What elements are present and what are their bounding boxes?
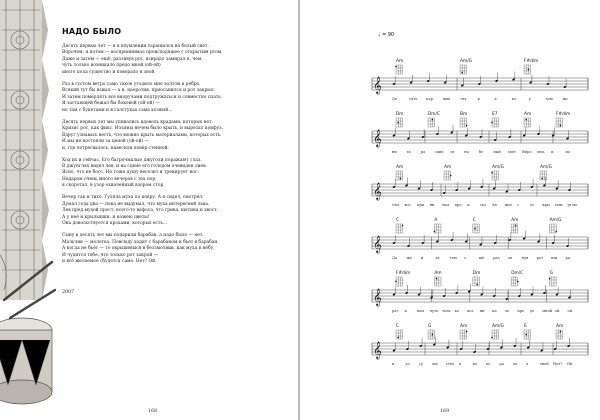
chord-diagram	[491, 330, 498, 339]
lyric-syllable: дя	[492, 203, 497, 207]
chord-name: Dm/C	[511, 271, 524, 276]
lyric-syllable: при	[417, 203, 425, 207]
lyric-syllable: на	[464, 150, 469, 154]
chord-name: A	[434, 218, 438, 223]
chord-name: F#dim	[524, 59, 539, 64]
lyric-syllable: свет.	[507, 150, 517, 154]
chord-diagram	[395, 277, 402, 286]
chord-diagram	[550, 224, 557, 233]
lyric-line: иного пола существо и поворало в зной.	[62, 69, 156, 75]
chord-diagram	[460, 118, 467, 127]
lyric-line: Кризис рос, как фикс. Изъяны нечем было крыть, и вырезал конфуз.	[62, 126, 223, 132]
chord-name: Dm	[472, 271, 481, 276]
lyric-syllable: ни	[562, 97, 568, 101]
lyric-syllable: та	[406, 150, 411, 154]
chord-diagram	[395, 65, 402, 74]
chord-diagram	[396, 171, 403, 180]
left-page	[0, 0, 298, 420]
lyric-syllable: тым	[554, 203, 563, 207]
chord-diagram	[511, 277, 518, 286]
chord-name: G	[428, 324, 432, 329]
chord-name: Am	[556, 324, 564, 329]
lyric-syllable: я	[477, 97, 480, 101]
lyric-syllable: е	[464, 256, 467, 260]
lyric-syllable: вув	[522, 256, 529, 260]
lyric-line: Я застающей бежал бы боковой (ой-ой) —	[62, 101, 160, 107]
chord-diagram	[434, 224, 441, 233]
lyric-line: чуть только возникало предо мной (ой-ой)	[62, 63, 161, 69]
lyric-line: Ясно, что не босс. Но тоже душу веселит и тренирует нос.	[62, 170, 199, 176]
lyric-line: И мы не постояли за ценой (ой-ой) —	[62, 139, 149, 145]
lyric-syllable: и	[420, 256, 424, 260]
lyric-syllable: толь	[442, 309, 451, 313]
music-system	[372, 164, 588, 207]
lyric-syllable: раз	[392, 309, 399, 313]
drum-illustration	[0, 0, 56, 412]
lyric-syllable: мал	[442, 203, 450, 207]
stanza	[62, 82, 288, 114]
chord-diagram	[396, 118, 403, 127]
treble-clef-icon: 𝄞	[373, 76, 382, 94]
chord-name: C	[472, 218, 476, 223]
page-number-left: 168	[148, 409, 158, 414]
chord-name: E	[524, 324, 527, 329]
lyric-syllable: ра	[499, 362, 504, 366]
chord-name: Am/G	[549, 218, 562, 223]
lyric-line: Всякий тут бы взвыл — а я, наоротив, приосанился и рот закрыл.	[62, 88, 215, 94]
lyric-syllable: в	[526, 362, 529, 366]
stanza	[62, 195, 288, 227]
chord-diagram	[556, 118, 563, 127]
lyric-line: Она довольствуется крохами, которых есть…	[62, 221, 168, 227]
chord-name: Am	[524, 112, 532, 117]
music-system	[372, 58, 588, 101]
chord-diagram	[396, 330, 403, 339]
lyric-syllable: от	[529, 203, 535, 207]
lyric-syllable: до	[405, 362, 410, 366]
lyric-syllable: бе	[478, 150, 484, 154]
lyric-syllable: и	[404, 309, 407, 313]
lyric-line: и, где потресвалось, навесили ковёр стенной.	[62, 145, 169, 151]
chord-name: Dm	[396, 112, 404, 117]
lyric-syllable: том	[392, 203, 399, 207]
lyric-line: я скоротал, в узор охваченный взором стор.	[62, 183, 165, 189]
lyric-line: Сыну в десять лет мы подарили барабан, а надо было — нет.	[62, 233, 204, 239]
treble-clef-icon: 𝄞	[373, 129, 382, 147]
stanza	[62, 158, 288, 190]
lyric-syllable: ся	[449, 150, 455, 154]
lyric-syllable: тем	[449, 256, 457, 260]
lyric-syllable: ко	[454, 309, 460, 313]
lyric-syllable: ой	[567, 309, 573, 313]
lyric-syllable: ло	[512, 362, 518, 366]
tempo-marking: ♩ = 90	[378, 32, 395, 38]
treble-clef-icon: 𝄞	[373, 288, 382, 306]
lyric-syllable: рот	[536, 256, 544, 260]
chord-name: C	[396, 324, 400, 329]
chord-diagram	[524, 330, 531, 339]
chord-name: Am/G	[492, 165, 504, 170]
chord-diagram	[396, 224, 403, 233]
lyric-syllable: по	[472, 362, 478, 366]
chord-diagram	[460, 330, 467, 339]
lyric-syllable: взи	[551, 256, 558, 260]
lyric-syllable: ой	[554, 309, 560, 313]
lyric-syllable: щил	[435, 150, 444, 154]
chord-name: Am	[460, 324, 468, 329]
chord-name: Dm/C	[428, 112, 440, 117]
lyric-syllable: в	[494, 97, 497, 101]
lyric-syllable: и	[392, 362, 395, 366]
lyric-syllable: раз	[493, 256, 500, 260]
chord-diagram	[460, 65, 467, 74]
lyric-syllable: за	[435, 256, 440, 260]
chord-diagram	[434, 277, 441, 286]
lyric-syllable: лый	[493, 150, 501, 154]
lyric-line: И чудится тебе, что только рот закрой —	[62, 252, 159, 258]
song-title: НАДО БЫЛО	[62, 27, 122, 36]
chord-name: Am	[511, 218, 519, 223]
lyric-syllable: и	[459, 362, 462, 366]
chord-diagram	[556, 330, 563, 339]
lyric-line: В джунглях видел лев, и на сцене его голодом очевиден лиев.	[62, 164, 208, 170]
chord-diagram	[524, 65, 531, 74]
lyric-syllable: Впро	[522, 150, 532, 154]
chord-diagram	[444, 171, 451, 180]
lyric-syllable: ни	[392, 150, 397, 154]
lyric-syllable: Ой.	[566, 362, 574, 366]
music-system	[372, 270, 588, 313]
stanza	[62, 120, 288, 152]
lyric-syllable: ртом.	[567, 203, 578, 207]
chord-diagram	[491, 118, 498, 127]
lyric-line: Недаром очень много вечеров с тех пор	[62, 176, 156, 182]
lyric-line: А когда не бьёт — то окрышевыся в беззмолвии, как муха в нёбу,	[62, 246, 215, 252]
lyric-syllable: вых	[443, 97, 451, 101]
lyric-syllable: с	[517, 203, 520, 207]
song-year: 2007	[62, 290, 75, 295]
chord-diagram	[511, 224, 518, 233]
lyric-syllable: схо	[479, 203, 486, 207]
chord-diagram	[473, 224, 480, 233]
lyric-line: Десять первых лет — я в изумлении таращился на белый свет.	[62, 44, 209, 49]
lyric-line: Ход их и сейчас. Его багрочмалые джуголи поражают глаз.	[62, 157, 202, 163]
chord-diagram	[428, 118, 435, 127]
chord-name: E7	[492, 112, 498, 117]
chord-diagram	[491, 171, 498, 180]
lyric-syllable: и	[467, 203, 470, 207]
lyric-syllable: лет	[460, 97, 467, 101]
lyric-syllable: Да	[392, 256, 398, 260]
treble-clef-icon: 𝄞	[373, 182, 382, 200]
music-system	[372, 111, 588, 154]
lyric-syllable: щее	[504, 203, 513, 207]
lyric-line: Вечер так и тихо. Гуляла муха по ковру. А я сидел, смотрел.	[62, 195, 204, 201]
chord-name: F#dim	[556, 112, 571, 117]
lyric-syllable: ни	[429, 203, 435, 207]
chord-name: C	[396, 218, 400, 223]
lyric-line: и всё желаемое сбудется само. Нет? Ой.	[62, 259, 157, 265]
lyric-syllable: су	[418, 362, 423, 366]
lyric-line: но там с букетами и в галстуках сама хозяюй…	[62, 107, 173, 113]
lyric-line: Лев пред мухой прост: всего-то вафоса, что грива, щетина и хвост.	[62, 208, 219, 214]
lyric-syllable: ло	[504, 309, 510, 313]
lyric-line: Даже и затем — ещё, раззявув рот, взирадо замирал я, чем,	[62, 56, 203, 62]
lyric-syllable: и	[551, 150, 554, 154]
lyric-syllable: воз	[467, 309, 474, 313]
lyric-syllable: вос	[404, 203, 411, 207]
chord-name: Am/G	[460, 59, 472, 64]
lyric-syllable: зя	[507, 256, 512, 260]
lyric-syllable: кры	[542, 203, 550, 207]
lyric-line: Думал года два — пока не выдумал, что муха интересней льва.	[62, 201, 210, 207]
chord-name: Am	[396, 59, 404, 64]
chord-name: G	[549, 271, 553, 276]
chord-name: Am	[396, 165, 404, 170]
lyric-syllable: ра	[565, 256, 570, 260]
lyric-syllable: ка	[492, 309, 497, 313]
lyric-line: Впрочем, и потом — восприниимал происходящее с открытым ртом.	[62, 50, 223, 56]
lyric-syllable: ство	[445, 362, 454, 366]
stanza	[62, 233, 288, 265]
music-system	[372, 217, 588, 260]
chord-name: Am/G	[540, 165, 552, 170]
chord-name: Am	[444, 165, 452, 170]
chord-diagram	[549, 277, 556, 286]
chord-name: F#dim	[396, 271, 411, 276]
sheet-music	[300, 0, 600, 420]
lyric-syllable: чем,	[536, 150, 546, 154]
chord-diagram	[473, 277, 480, 286]
treble-clef-icon: 𝄞	[373, 341, 382, 359]
lyric-syllable: Де	[392, 97, 398, 101]
lyric-syllable: мной	[542, 309, 553, 313]
chord-name: Am	[434, 271, 442, 276]
lyric-line: А у неё и крылышки, и кожею цветы!	[62, 214, 150, 220]
lyric-line: Раз в густом ветро само такое угодило мне золтом в ребро.	[62, 81, 201, 87]
lyric-syllable: мле	[545, 97, 554, 101]
lyric-syllable: ра	[420, 150, 426, 154]
lyric-syllable: зной.	[539, 362, 550, 366]
page-number-right: 169	[440, 409, 450, 414]
lyric-syllable: чуть	[429, 309, 439, 313]
lyric-line: Мальчик — молотка. Повсюду ходит с барабаном и бьет в барабан.	[62, 239, 219, 245]
chord-name: Am/G	[492, 324, 504, 329]
chord-diagram	[428, 330, 435, 339]
lyric-syllable: вам	[417, 309, 425, 313]
lyric-line: Десять первых лет мы упивались вдоволь крадами, которых нет.	[62, 119, 213, 125]
chord-diagram	[524, 118, 531, 127]
lyric-syllable: по	[565, 150, 571, 154]
lyric-syllable: пре	[517, 309, 525, 313]
lyric-syllable: из	[511, 97, 516, 101]
music-system	[372, 323, 588, 366]
lyric-syllable: пер	[426, 97, 434, 101]
lyric-line: Вдруг узнавась весть, что можно крыть материалами, которых есть.	[62, 132, 222, 138]
lyric-syllable: сять	[409, 97, 418, 101]
lyric-syllable: щё	[478, 256, 485, 260]
chord-name: Bm	[460, 112, 468, 117]
lyric-syllable: Нет?	[553, 362, 563, 366]
lyrics-block	[62, 44, 288, 271]
stanza	[62, 44, 288, 76]
treble-clef-icon: 𝄞	[373, 235, 382, 253]
lyric-syllable: же	[406, 256, 412, 260]
lyric-line: И затем померлять все вноручами подтружаться и совместно спать.	[62, 94, 223, 100]
lyric-syllable: ще	[432, 362, 438, 366]
lyric-syllable: ни	[479, 309, 485, 313]
lyric-syllable: до	[529, 309, 535, 313]
lyric-syllable: во	[486, 362, 491, 366]
lyric-syllable: про	[454, 203, 462, 207]
lyric-syllable: у	[528, 97, 531, 101]
